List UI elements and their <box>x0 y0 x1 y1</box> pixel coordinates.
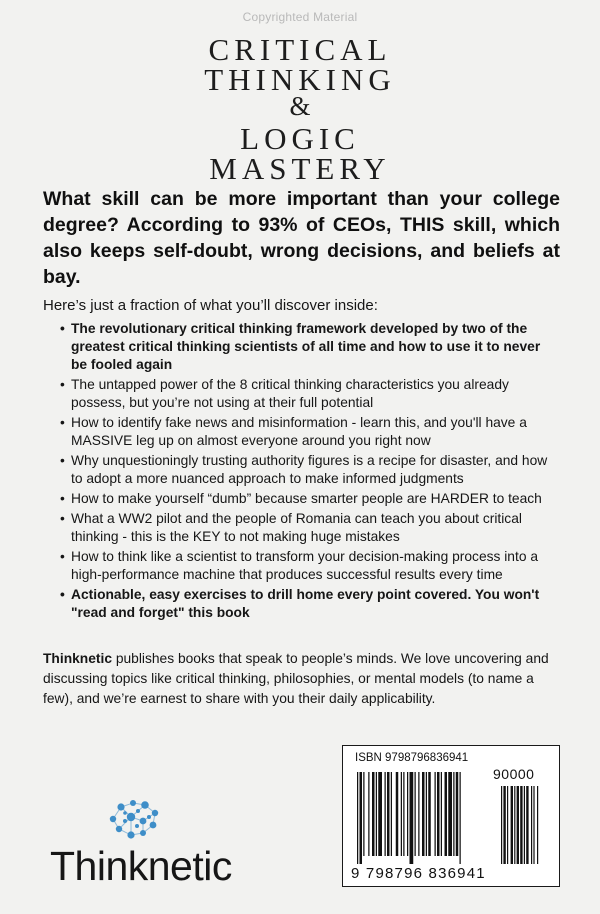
barcode-bar <box>357 772 358 864</box>
barcode-bar <box>372 772 375 856</box>
title-line-mastery: MASTERY <box>209 151 391 186</box>
barcode-bar <box>415 772 416 856</box>
benefits-list <box>60 320 560 624</box>
barcode-bar <box>531 786 532 864</box>
benefit-item: • The untapped power of the 8 critical thinking characteristics you already possess, but you’re not using at their full potential <box>60 376 560 412</box>
publisher-logo <box>50 795 270 895</box>
brain-network-icon <box>105 795 165 843</box>
title-line-logic: LOGIC <box>240 121 360 156</box>
barcode-bar <box>387 772 390 856</box>
barcode-bar <box>378 772 382 856</box>
logo-wordmark: Thinknetic <box>50 843 232 889</box>
barcode-bar <box>460 772 461 864</box>
barcode-bars <box>351 772 551 864</box>
barcode-bar <box>407 772 408 856</box>
barcode-bar <box>435 772 436 856</box>
barcode-bar <box>401 772 402 856</box>
barcode-bar <box>426 772 427 856</box>
barcode-bar <box>385 772 386 856</box>
barcode-bar <box>445 772 448 856</box>
barcode-bar <box>441 772 442 856</box>
barcode-bar <box>418 772 419 856</box>
benefit-item: • Actionable, easy exercises to drill home every point covered. You won't "read and forget" this book <box>60 586 560 622</box>
ean-digits: 9 798796 836941 <box>351 865 486 882</box>
copyright-watermark: Copyrighted Material <box>242 10 358 24</box>
barcode-bar <box>428 772 431 856</box>
barcode-bar <box>511 786 513 864</box>
barcode-bar <box>410 772 414 864</box>
barcode-bar <box>517 786 519 864</box>
benefit-item: • The revolutionary critical thinking framework developed by two of the greatest critical thinking scientists of all time and how to use it to never be fooled again <box>60 320 560 374</box>
barcode-bar <box>453 772 454 856</box>
barcode-bar <box>514 786 515 864</box>
title-line-thinking: THINKING <box>204 62 396 97</box>
barcode-bar <box>456 772 459 856</box>
barcode-bar <box>524 786 525 864</box>
benefit-item: • Why unquestioningly trusting authority figures is a recipe for disaster, and how to adopt a more nuanced approach to make informed judgments <box>60 452 560 488</box>
isbn-barcode <box>342 745 560 887</box>
barcode-bar <box>448 772 452 856</box>
barcode-bar <box>503 786 505 864</box>
headline: What skill can be more important than your college degree? According to 93% of CEOs, THIS skill, which also keeps self-doubt, wrong decisions, and beliefs at bay. <box>43 188 560 288</box>
barcode-bar <box>537 786 538 864</box>
title-line-critical: CRITICAL <box>208 32 392 67</box>
benefit-item: • How to think like a scientist to transform your decision-making process into a high-performance machine that produces successful results every time <box>60 548 560 584</box>
benefit-item: • How to make yourself “dumb” because smarter people are HARDER to teach <box>60 490 560 508</box>
publisher-brand: Thinknetic <box>43 651 112 666</box>
isbn-label: ISBN 9798796836941 <box>355 752 469 764</box>
benefit-item: • What a WW2 pilot and the people of Romania can teach you about critical thinking - this is the KEY to not making huge mistakes <box>60 510 560 546</box>
benefit-item: • How to identify fake news and misinformation - learn this, and you'll have a MASSIVE leg up on almost everyone around you right now <box>60 414 560 450</box>
barcode-bar <box>368 772 369 856</box>
publisher-about <box>43 649 565 709</box>
barcode-bar <box>526 786 528 864</box>
barcode-bar <box>360 772 363 864</box>
intro-text: Here’s just a fraction of what you’ll discover inside: <box>43 297 378 314</box>
price-code: 90000 <box>493 766 535 782</box>
barcode-bar <box>391 772 392 856</box>
barcode-bar <box>533 786 534 864</box>
publisher-description: publishes books that speak to people’s minds. We love uncovering and discussing topics like critical thinking, philosophies, or mental models (to name a few), and we’re earnest to share with you their daily applicability. <box>43 651 549 706</box>
barcode-bar <box>437 772 440 856</box>
barcode-bar <box>422 772 425 856</box>
barcode-bar <box>520 786 522 864</box>
barcode-bar <box>501 786 502 864</box>
barcode-bar <box>507 786 508 864</box>
barcode-bar <box>376 772 377 856</box>
barcode-bar <box>396 772 399 856</box>
barcode-bar <box>363 772 364 856</box>
title-ampersand: & <box>289 91 311 121</box>
barcode-bar <box>403 772 404 856</box>
